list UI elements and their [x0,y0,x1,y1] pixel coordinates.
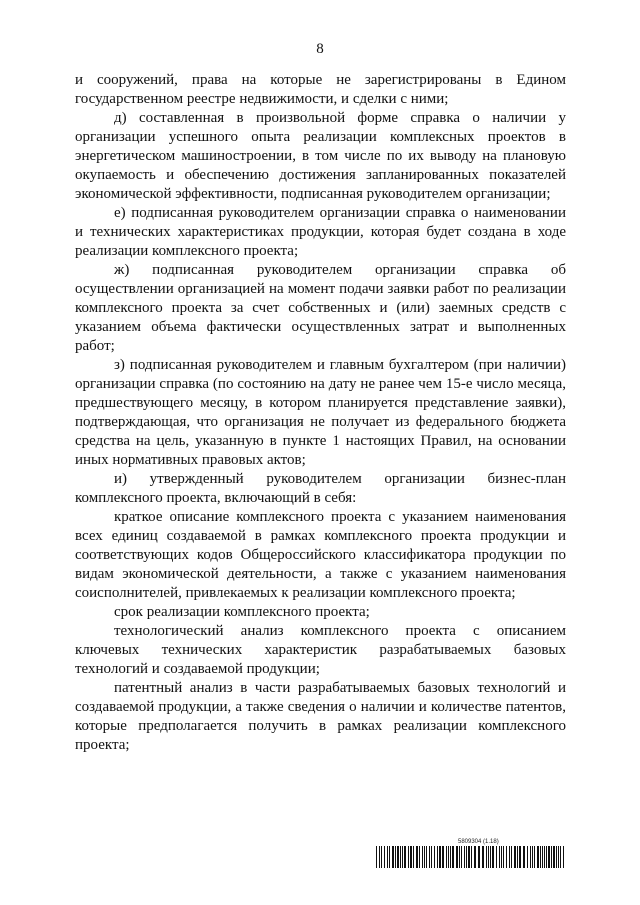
paragraph-item-e: е) подписанная руководителем организации справка о наименовании и технических характеристиках продукции, которая будет создана в ходе реализации комплексного проекта; [75,205,566,259]
paragraph-project-term: срок реализации комплексного проекта; [114,604,370,620]
document-code: 5809304 (1.18) [458,839,499,845]
paragraph-item-z: з) подписанная руководителем и главным бухгалтером (при наличии) организации справка (по состоянию на дату не ранее чем 15-е число месяца, предшествующего месяцу, в котором планируется представление заявки), подтверждающая, что организация не получает из федерального бюджета средства на цель, указанную в пункте 1 настоящих Правил, на основании иных нормативных правовых актов; [75,357,566,468]
paragraph-continuation: и сооружений, права на которые не зарегистрированы в Едином государственном реестре недвижимости, и сделки с ними; [75,72,566,107]
document-body [75,71,566,755]
paragraph-technological-analysis: технологический анализ комплексного проекта с описанием ключевых технических характеристик разрабатываемых базовых технологий и создаваемой продукции; [75,623,566,677]
paragraph-project-description: краткое описание комплексного проекта с указанием наименования всех единиц создаваемой в рамках комплексного проекта продукции и соответствующих кодов Общероссийского классификатора продукции по видам экономической деятельности, а также с указанием наименования соисполнителей, привлекаемых к реализации комплексного проекта; [75,509,566,601]
paragraph-item-d: д) составленная в произвольной форме справка о наличии у организации успешного опыта реализации комплексных проектов в энергетическом машиностроении, в том числе по их выводу на плановую окупаемость и обеспечению достижения запланированных показателей экономической эффективности, подписанная руководителем организации; [75,110,566,202]
page-number: 8 [316,41,324,57]
barcode-icon [376,846,566,868]
paragraph-item-i: и) утвержденный руководителем организации бизнес-план комплексного проекта, включающий в себя: [75,471,566,506]
paragraph-item-zh: ж) подписанная руководителем организации справка об осуществлении организацией на момент подачи заявки работ по реализации комплексного проекта за счет собственных и (или) заемных средств с указанием объема фактически осуществленных затрат и выполненных работ; [75,262,566,354]
paragraph-patent-analysis: патентный анализ в части разрабатываемых базовых технологий и создаваемой продукции, а также сведения о наличии и количестве патентов, которые предполагается получить в рамках реализации комплексного проекта; [75,680,566,753]
